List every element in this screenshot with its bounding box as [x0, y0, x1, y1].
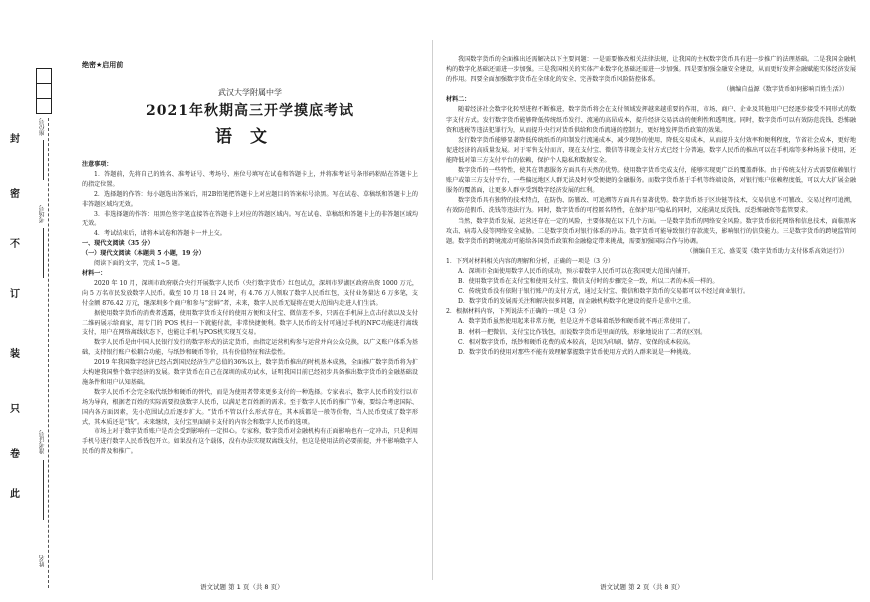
- paragraph: 当然，数字货币发展、运营还存在一定的风险，主要体现在以下几个方面。一是数字货币的网络安全风险。数字货币依托网络和信息技术，面临黑客攻击、病毒入侵等网络安全威胁。二是数字货币对银行体系的冲击。数字货币可能导致银行存款流失，影响银行的信贷能力。三是数字货币的跨境监管问题。数字货币的跨境流动可能给各国货币政策和金融稳定带来挑战，需要加强国际合作与协调。: [446, 217, 856, 245]
- seal-char: 密: [10, 189, 20, 200]
- admission-number-field[interactable]: [43, 460, 44, 520]
- seat-number-field[interactable]: [43, 140, 44, 180]
- page-footer-left: 语文试题 第 1 页（共 8 页）: [200, 583, 284, 591]
- material-label: 材料二：: [446, 96, 471, 104]
- answer-option[interactable]: D．数字货币的发展需关注和解决很多问题，而金融机构数字化建设的提升是重中之重。: [458, 298, 695, 306]
- notice-heading: 注意事项：: [82, 161, 113, 168]
- notice-item: 3．非选择题的作答：用黑色签字笔直接答在答题卡上对应的答题区域内。写在试卷、草稿纸和答题卡上的非答题区域均无效。: [82, 210, 418, 228]
- binding-strip: [0, 0, 70, 602]
- subsection-heading: （一）现代文阅读（本题共 5 小题，19 分）: [82, 250, 205, 258]
- answer-option[interactable]: A．数字货币虽然使用起来非常方便，但是这并不意味着纸钞和硬币就不再正常使用了。: [458, 318, 694, 326]
- answer-option[interactable]: A．深圳市全面使用数字人民币的成功，预示着数字人民币可以在我国更大范围内铺开。: [458, 267, 694, 275]
- left-column: [82, 160, 418, 457]
- exam-room-field[interactable]: [43, 228, 44, 278]
- seal-char: 不: [10, 239, 20, 250]
- school-name: 武汉大学附属中学: [218, 88, 282, 97]
- seat-number-label: 座位号: [39, 118, 46, 136]
- section-heading: 一、现代文阅读（35 分）: [82, 240, 154, 248]
- notice-item: 1．答题前，先将自己的姓名、准考证号、考场号、座位号填写在试卷和答题卡上，并将准考证号条形码粘贴在答题卡上的指定位置。: [82, 170, 418, 188]
- paragraph: 数字货币的一些特性，使其在普惠服务方面具有天然的优势。使用数字货币完成支付，能够实现更广泛的覆盖群体。由于传统支付方式需要依赖银行账户或第三方支付平台，一些偏远地区人群无法及时享受便捷的金融服务。而数字货币基于手机等终端设备，对银行账户依赖程度低，可以大大扩展金融服务的覆盖面，让更多人群享受到数字经济发展的红利。: [446, 167, 856, 195]
- seal-char: 卷: [10, 449, 20, 460]
- admission-number-label: 准考证号: [39, 430, 46, 454]
- notice-item: 2．选择题的作答：每小题选出答案后，用2B铅笔把答题卡上对应题目的答案标号涂黑。写在试卷、草稿纸和答题卡上的非答题区域均无效。: [82, 190, 418, 208]
- notice-item: 4．考试结束后，请将本试卷和答题卡一并上交。: [94, 230, 226, 238]
- answer-option[interactable]: B．材料一把微信、支付宝比作钱包，而说数字货币是里面的钱，形象地说出了二者的区别。: [458, 328, 707, 336]
- seal-char: 此: [10, 489, 20, 500]
- seal-char: 订: [10, 289, 20, 300]
- paragraph: 发行数字货币能够显著降低传统纸币的印制发行流通成本，减少现钞的使用，降低交易成本，从而提升支付效率和便利程度，节省社会成本，更好地促进经济的高质量发展。对于零售支付而言，现在支付宝、微信等非现金支付方式已经十分普遍，数字人民币的推出可以在手机端等多种场景下使用，还能降低对第三方支付平台的依赖，保护个人隐私和数据安全。: [446, 136, 856, 164]
- material-label: 材料一：: [82, 269, 107, 277]
- seal-char: 装: [10, 349, 20, 360]
- paragraph: 数字人民币是由中国人民银行发行的数字形式的法定货币，由指定运营机构参与运营并向公众兑换，以广义账户体系为基础，支持银行账户松耦合功能，与纸钞和硬币等价，具有价值特征和法偿性。: [82, 339, 418, 357]
- paragraph: 据使用数字货币的消费者透露，使用数字货币支付的使用方便和支付宝、微信差不多，只需在手机屏上点击付款以及支付二维码展示给商家，用专门的 POS 机扫一下就能付款，非常快捷便利。数字人民币的支付可通过手机的NFC功能进行离线支付，用户在网络离线状态下，也能让手机与POS机实现互交易。: [82, 309, 418, 337]
- source-citation: （摘编自益源《数字货币如何影响百姓生活》）: [723, 86, 848, 94]
- secret-mark: 绝密★启用前: [82, 61, 124, 69]
- paragraph: 市场上对于数字货币账户是否会受到影响有一定担心。专家称，数字货币对金融机构有正面影响也有一定冲击，只是利用手机号进行数字人民币钱包开立。如果没有这个载体，没有办法实现双离线支付，但这是使用法的必要前提，并不影响数字人民币的普及和推广。: [82, 428, 418, 456]
- seal-char: 封: [10, 134, 20, 145]
- paragraph: 随着经济社会数字化转型进程不断推进，数字货币将会在支付领域发挥越来越重要的作用，市场、商户、企业及其他用户已经逐步接受不同形式的数字支付方式。发行数字货币能够降低传统纸币发行、流通的高昂成本，提升经济交易活动的便利性和透明度。同时，数字货币可以有效防范洗钱、恐怖融资和逃税等违法犯罪行为，从而提升央行对货币供给和货币流通的控制力，更好地发挥货币政策的效果。: [446, 106, 856, 134]
- column-divider: [432, 40, 433, 580]
- paragraph: 2019 年我国数字经济已经占到国民经济生产总值的36%以上，数字货币推出的时机基本成熟，全面推广数字货币将为扩大构建我国整个数字经济的发展。数字货币在自己在深圳的成功试水，证明我国目前已经初步具备推出数字货币的金融基础设施条件和用户认知基础。: [82, 359, 418, 386]
- answer-option[interactable]: C．传统货币没有依附于银行账户的支付方式，通过支付宝、微信和数字货币的交易都可以不经过商业银行。: [458, 288, 750, 296]
- right-column: [446, 55, 856, 358]
- instruction: 阅读下面的文字，完成 1~5 题。: [94, 260, 184, 268]
- answer-option[interactable]: B．使用数字货币在支付宝和使用支付宝、微信支付时的步骤完全一致，所以二者的本质一样的。: [458, 278, 719, 286]
- paragraph: 数字货币具有独特的技术特点，在防伪、防篡改、可追溯等方面具有显著优势。数字货币基于区块链等技术，交易信息不可篡改、交易过程可追溯，有效防范假币、洗钱等违法行为。同时，数字货币的可控匿名特性，在保护用户隐私的同时，又能满足反洗钱、反恐怖融资等监管要求。: [446, 197, 856, 215]
- paragraph: 我国数字货币的全面推出还需解决以下主要问题：一是需要修改相关法律法规，让我国的主权数字货币具有进一步推广的法理基础。二是我国金融机构的数字化基础还需进一步加强。三是我国相关的实体产业数字化基础还需进一步加强。四是要加强金融安全建设，从而更好发挥金融赋能实体经济发展的作用。四要全面加强数字货币在全球化的安全、完善数字货币风险防控体系。: [446, 56, 856, 84]
- answer-option[interactable]: D．数字货币的使用对那些不能有效理解掌握数字货币使用方式的人群来说是一种挑战。: [458, 348, 695, 356]
- question-stem: 2．根据材料内容，下列说法不正确的一项是（3 分）: [446, 308, 590, 316]
- exam-title: 2021年秋期高三开学摸底考试: [146, 103, 354, 119]
- paragraph: 2020 年 10 月，深圳市政府联合央行开展数字人民币（央行数字货币）红包试点，深圳市罗湖区政府出资 1000 万元，向 5 万名市民发放数字人民币。截至 10 月 18 日 24 时，有 4.76 万人领取了数字人民币红包，支付业务量达 6 万多笔，支付金额 876.42 万元，继深圳多个商户和参与“尝鲜”者，未来，数字人民币无疑将在更大范围内走进人们生活。: [82, 279, 418, 307]
- question-stem: 1．下列对材料相关内容的理解和分析，正确的一项是（3 分）: [446, 257, 615, 265]
- paragraph: 数字人民币不会完全取代纸钞和硬币的替代，而是为使用者带来更多支付的一种选择。专家表示，数字人民币的发行以市场为导向，根据老百姓的实际需要投放数字人民币，以满足老百姓新的需求。至于数字人民币的推广节奏，要综合考虑国际、国内各方面因素，先小范围试点后逐步扩大。“货币不管以什么形式存在，其本质都是一般等价物，当人民币变成了数字形式，其本质还是“钱”。未来继续，支付宝里面刷卡支付的内容会和数字人民币的选项。: [82, 388, 418, 426]
- exam-room-label: 考场号: [39, 205, 46, 223]
- score-box: [36, 68, 52, 114]
- seal-char: 只: [10, 404, 20, 415]
- source-citation: （摘编自王元、盛雯雯《数字货币助力支付体系高效运行》）: [686, 247, 848, 255]
- name-label: 姓名: [39, 555, 46, 567]
- cut-line: [48, 118, 49, 588]
- answer-option[interactable]: C．相对数字货币，纸钞和硬币花费的成本较高，是因为印刷、储存、安保的成本较高。: [458, 338, 695, 346]
- page-footer-right: 语文试题 第 2 页（共 8 页）: [600, 583, 684, 591]
- subject-title: 语文: [215, 127, 285, 147]
